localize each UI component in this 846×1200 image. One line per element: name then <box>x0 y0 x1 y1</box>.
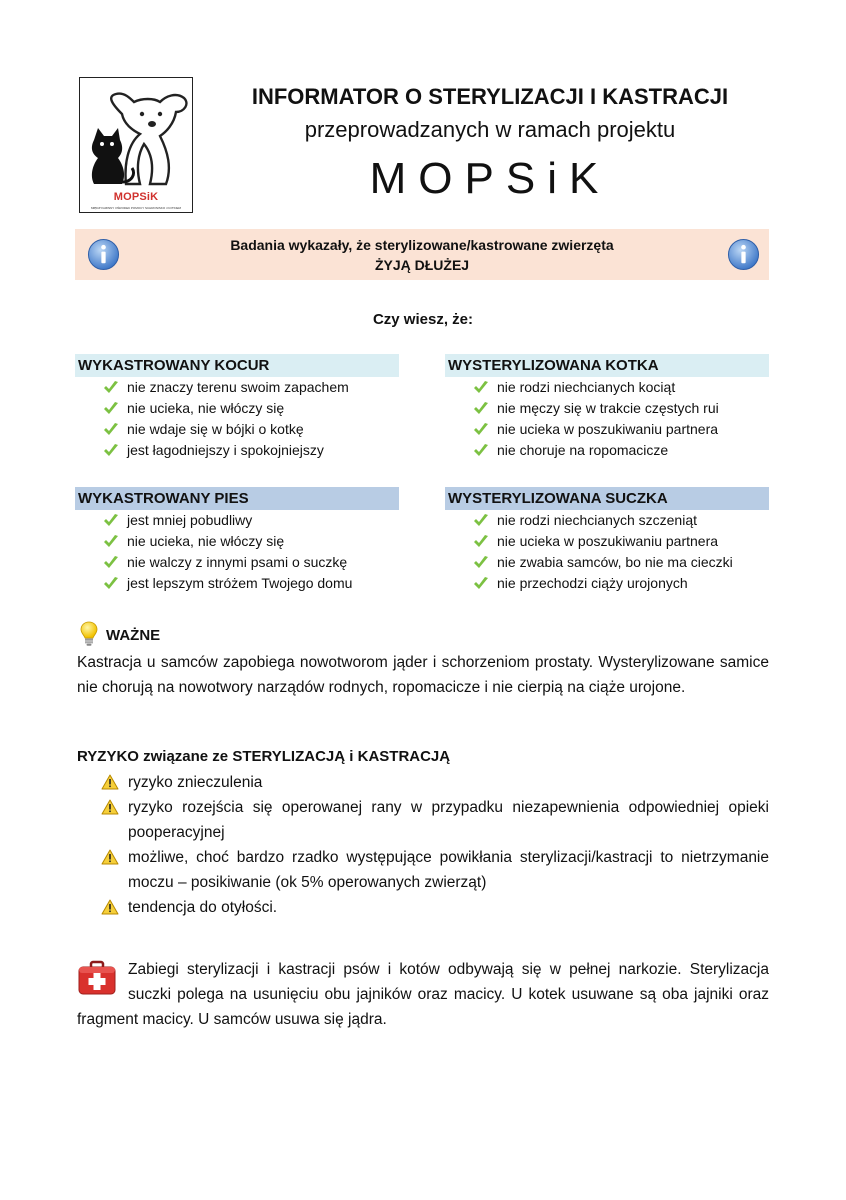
section-female-dog <box>445 487 769 594</box>
checkmark-icon <box>473 401 489 415</box>
project-name: MOPSiK <box>369 154 611 203</box>
checkmark-icon <box>103 534 119 548</box>
info-icon <box>727 238 760 271</box>
checkmark-icon <box>103 401 119 415</box>
procedure-paragraph <box>77 957 769 1032</box>
section-heading: WYKASTROWANY PIES <box>75 487 399 510</box>
list-item: nie rodzi niechcianych kociąt <box>445 377 769 398</box>
checkmark-icon <box>473 534 489 548</box>
section-male-cat <box>75 354 399 461</box>
info-banner <box>75 229 769 280</box>
checkmark-icon <box>473 513 489 527</box>
checkmark-icon <box>473 380 489 394</box>
document-subtitle: przeprowadzanych w ramach projektu <box>304 117 676 142</box>
list-item: nie ucieka w poszukiwaniu partnera <box>445 419 769 440</box>
section-heading: WYKASTROWANY KOCUR <box>75 354 399 377</box>
checkmark-icon <box>103 422 119 436</box>
section-heading: WYSTERYLIZOWANA KOTKA <box>445 354 769 377</box>
warning-icon <box>101 849 119 865</box>
risk-item: tendencja do otyłości. <box>77 895 769 920</box>
document-title: INFORMATOR O STERYLIZACJI I KASTRACJI <box>251 84 729 109</box>
warning-icon <box>101 774 119 790</box>
warning-icon <box>101 899 119 915</box>
list-item: jest lepszym stróżem Twojego domu <box>75 573 399 594</box>
logo-brand-text: MOPSiK <box>113 191 159 203</box>
list-item: nie walczy z innymi psami o suczkę <box>75 552 399 573</box>
risk-item: ryzyko rozejścia się operowanej rany w przypadku niezapewnienia odpowiedniej opieki pooperacyjnej <box>77 795 769 845</box>
list-item: jest łagodniejszy i spokojniejszy <box>75 440 399 461</box>
list-item: nie wdaje się w bójki o kotkę <box>75 419 399 440</box>
important-text: Kastracja u samców zapobiega nowotworom jąder i schorzeniom prostaty. Wysterylizowane samice nie chorują na nowotwory narządów rodnych, ropomacicze i nie cierpią na ciąże urojone. <box>77 654 769 696</box>
section-heading: WYSTERYLIZOWANA SUCZKA <box>445 487 769 510</box>
checkmark-icon <box>473 576 489 590</box>
list-item: nie zwabia samców, bo nie ma cieczki <box>445 552 769 573</box>
section-female-cat <box>445 354 769 461</box>
list-item: nie choruje na ropomacicze <box>445 440 769 461</box>
procedure-text: Zabiegi sterylizacji i kastracji psów i kotów odbywają się w pełnej narkozie. Sterylizacja suczki polega na usunięciu obu jajników oraz macicy. U kotek usuwane są oba jajniki oraz fragment macicy. U samców usuwa się jądra. <box>77 961 769 1028</box>
logo-tagline: MIĘDZYGMINNY OŚRODEK POMOCY SCHRONISKO i KOTKIEM <box>90 206 182 210</box>
list-item: nie rodzi niechcianych szczeniąt <box>445 510 769 531</box>
risk-item: możliwe, choć bardzo rzadko występujące powikłania sterylizacji/kastracji to nietrzymanie moczu – posikiwanie (ok 5% operowanych zwierząt) <box>77 845 769 895</box>
mopsik-logo <box>79 77 193 213</box>
checkmark-icon <box>103 380 119 394</box>
banner-line-1: Badania wykazały, że sterylizowane/kastrowane zwierzęta <box>230 237 614 253</box>
checkmark-icon <box>103 443 119 457</box>
banner-line-2: ŻYJĄ DŁUŻEJ <box>374 257 470 273</box>
checkmark-icon <box>473 422 489 436</box>
checkmark-icon <box>103 513 119 527</box>
checkmark-icon <box>473 555 489 569</box>
list-item: nie znaczy terenu swoim zapachem <box>75 377 399 398</box>
risk-list <box>77 770 769 920</box>
lightbulb-icon <box>80 621 98 647</box>
important-heading: WAŻNE <box>106 627 161 644</box>
risk-item: ryzyko znieczulenia <box>77 770 769 795</box>
list-item: nie ucieka, nie włóczy się <box>75 398 399 419</box>
did-you-know-heading: Czy wiesz, że: <box>372 311 474 328</box>
cat-dog-logo-icon <box>80 78 192 188</box>
risk-heading: RYZYKO związane ze STERYLIZACJĄ i KASTRACJĄ <box>77 748 451 765</box>
list-item: nie ucieka w poszukiwaniu partnera <box>445 531 769 552</box>
section-male-dog <box>75 487 399 594</box>
list-item: jest mniej pobudliwy <box>75 510 399 531</box>
checkmark-icon <box>103 555 119 569</box>
checkmark-icon <box>473 443 489 457</box>
list-item: nie ucieka, nie włóczy się <box>75 531 399 552</box>
warning-icon <box>101 799 119 815</box>
checkmark-icon <box>103 576 119 590</box>
list-item: nie przechodzi ciąży urojonych <box>445 573 769 594</box>
list-item: nie męczy się w trakcie częstych rui <box>445 398 769 419</box>
icon-spacer <box>77 957 128 1003</box>
